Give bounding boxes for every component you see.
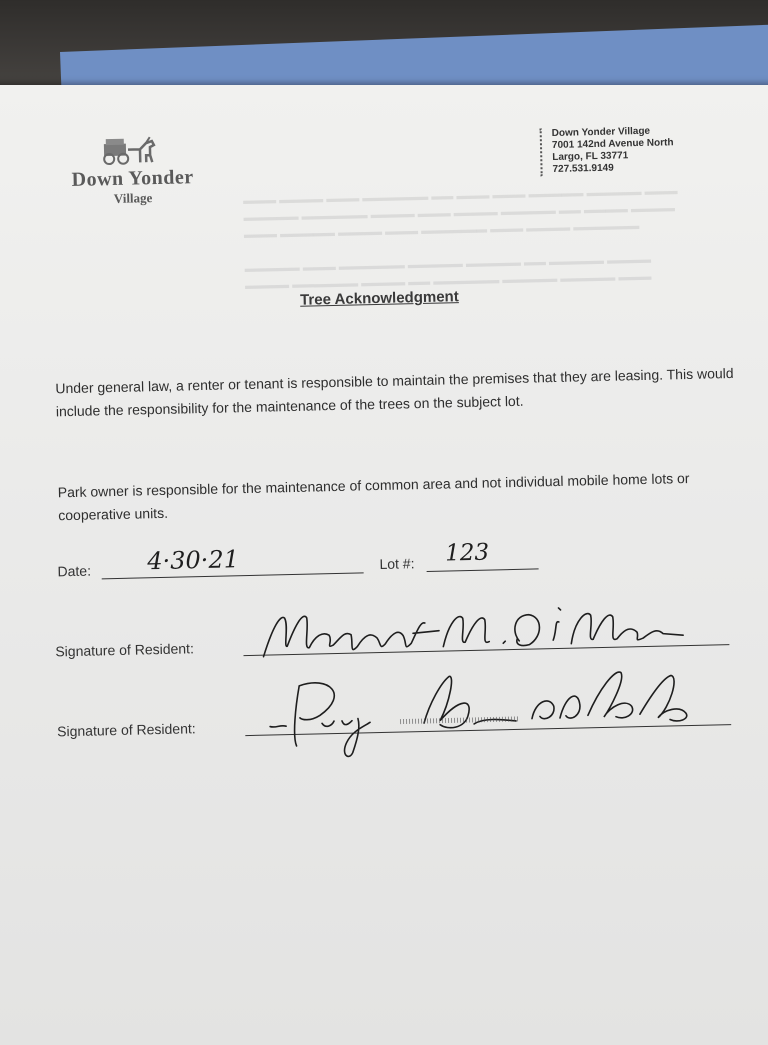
signature-label-2: Signature of Resident: — [56, 720, 196, 740]
address-line: Largo, FL 33771 — [552, 150, 629, 164]
logo-subname: Village — [113, 190, 153, 206]
date-label: Date: — [57, 562, 92, 580]
paragraph-park-owner: Park owner is responsible for the maintenance of common area and not individual mobile home lots or cooperative units. — [57, 469, 690, 524]
horse-carriage-icon — [100, 135, 165, 166]
lot-line — [427, 568, 539, 572]
paragraph-renter-responsibility: Under general law, a renter or tenant is responsible to maintain the premises that they are leasing. This would include the responsibility for the maintenance of the trees on the subject lot. — [55, 364, 734, 420]
lot-label: Lot #: — [379, 555, 415, 573]
address-line: 7001 142nd Avenue North — [551, 137, 674, 152]
date-line — [102, 572, 364, 579]
address-line: 727.531.9149 — [552, 162, 614, 175]
letterhead-address — [540, 125, 675, 176]
signature-label-1: Signature of Resident: — [55, 640, 195, 660]
lot-value: 123 — [444, 539, 490, 567]
handwritten-signature-1 — [252, 597, 693, 667]
handwritten-signature-2 — [259, 657, 701, 767]
document-title: Tree Acknowledgment — [299, 288, 459, 309]
address-line: Down Yonder Village — [551, 125, 651, 140]
logo-name: Down Yonder — [71, 166, 194, 191]
company-logo — [32, 133, 234, 209]
date-value: 4·30·21 — [147, 545, 240, 576]
bleed-through-text: ▬▬▬ ▬▬▬▬ ▬▬▬ ▬▬▬▬▬▬ ▬▬ ▬▬▬ ▬▬▬ ▬▬▬▬▬ ▬▬▬▬▬ ▬▬▬ ▬▬▬▬▬ ▬▬▬▬▬▬ ▬▬▬▬ ▬▬▬ ▬▬▬▬ ▬▬▬▬▬ ▬▬ ▬▬▬▬ ▬▬▬▬ ▬▬▬ ▬▬▬▬▬ ▬▬▬▬ ▬▬▬ ▬▬▬▬▬▬ ▬▬▬ ▬▬▬▬ ▬▬▬▬▬▬ ▬▬▬▬▬ ▬▬▬ ▬▬▬▬▬▬ ▬▬▬▬▬ ▬▬▬▬▬ ▬▬ ▬▬▬▬▬ ▬▬▬▬ ▬▬▬▬ ▬▬▬▬▬▬ ▬▬▬▬ ▬▬ ▬▬▬▬▬▬ ▬▬▬▬▬ ▬▬▬▬▬ ▬▬▬ — [243, 185, 678, 293]
